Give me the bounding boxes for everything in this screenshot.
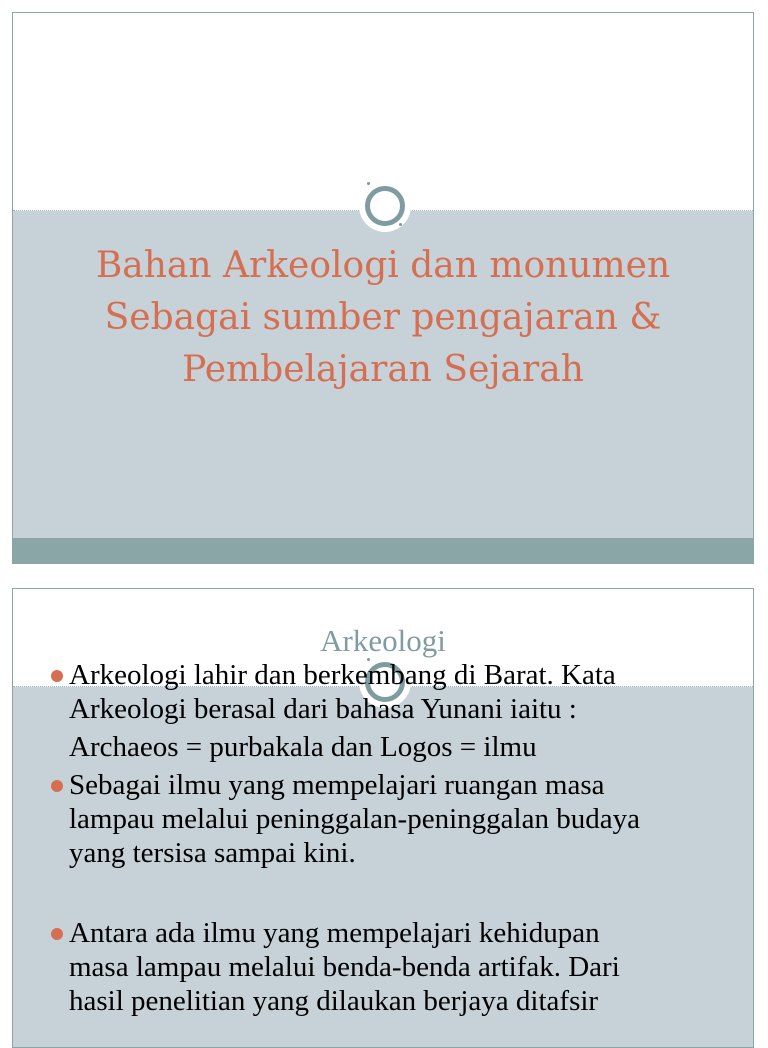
bullet-line: Arkeologi lahir dan berkembang di Barat. Kata (69, 659, 616, 691)
slide-1-bottom-bar (13, 538, 753, 564)
title-line: Bahan Arkeologi dan monumen (95, 245, 671, 286)
title-line: Sebagai sumber pengajaran & (104, 297, 662, 338)
title-line: Pembelajaran Sejarah (182, 349, 584, 390)
bullet-line: yang tersisa sampai kini. (69, 837, 356, 869)
bullet-line: Arkeologi berasal dari bahasa Yunani iaitu : (69, 693, 577, 725)
slide-1-title (33, 240, 733, 396)
bullet-dot-icon (51, 780, 63, 792)
bullet-item (51, 768, 745, 870)
bullet-line: lampau melalui peninggalan-peninggalan budaya (69, 803, 640, 835)
bullet-dot-icon (51, 928, 63, 940)
ring-dot-icon (367, 182, 370, 185)
bullet-item (51, 658, 745, 764)
ring-dot-icon (399, 223, 402, 226)
bullet-line: Sebagai ilmu yang mempelajari ruangan masa (69, 769, 605, 801)
slide-2-title: Arkeologi (320, 623, 446, 658)
ring-ornament-icon (365, 186, 405, 226)
bullet-item (51, 916, 745, 1018)
bullet-line: hasil penelitian yang dilaukan berjaya ditafsir (69, 985, 599, 1017)
bullet-list (51, 658, 745, 1018)
slide-2 (12, 588, 754, 1048)
bullet-line: Antara ada ilmu yang mempelajari kehidupan (69, 917, 600, 949)
slide-1 (12, 12, 754, 564)
bullet-dot-icon (51, 670, 63, 682)
bullet-line: Archaeos = purbakala dan Logos = ilmu (69, 731, 537, 763)
bullet-line: masa lampau melalui benda-benda artifak. Dari (69, 951, 620, 983)
